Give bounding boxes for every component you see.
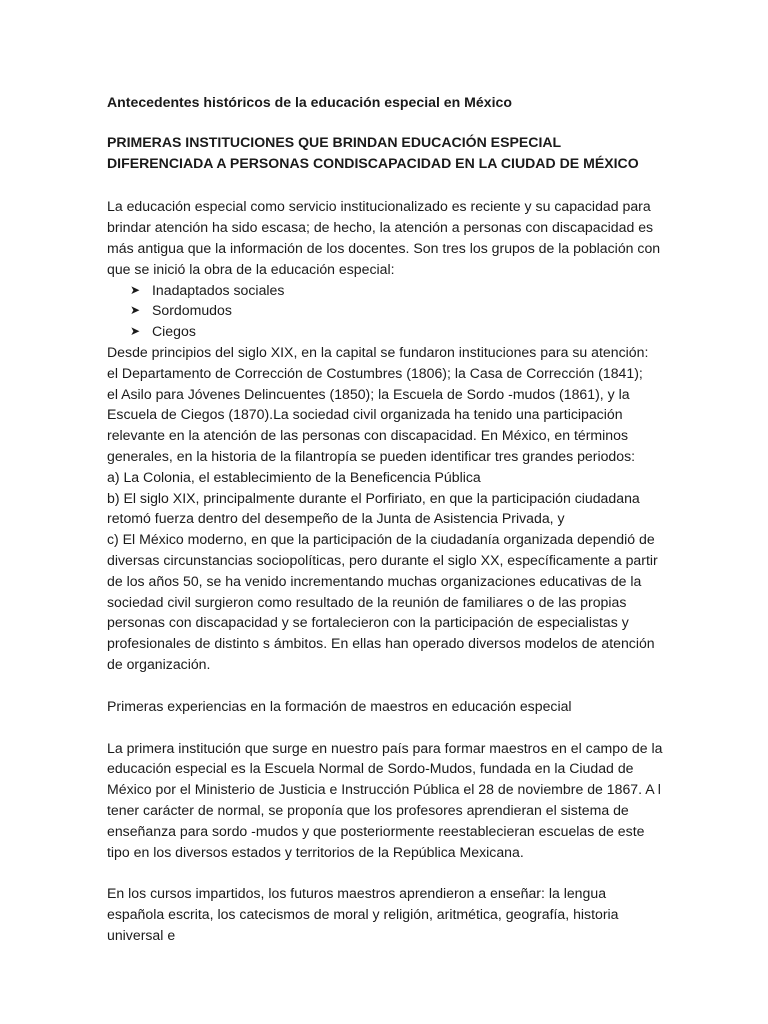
list-item-label: Sordomudos: [152, 302, 232, 319]
document-title: Antecedentes históricos de la educación especial en México: [107, 94, 512, 110]
training-paragraph-1: La primera institución que surge en nuestro país para formar maestros en el campo de la educación especial es la Escuela Normal de Sordo-Mudos, fundada en la Ciudad de México por el Ministerio de Justicia e Instrucción Pública el 28 de noviembre de 1867. A l tener carácter de normal, se proponía que los profesores aprendieran el sistema de enseñanza para sordo -mudos y que posteriormente reestablecieran escuelas de este tipo en los diversos estados y territorios de la República Mexicana.: [107, 739, 663, 860]
arrowhead-bullet-icon: ➤: [130, 324, 141, 339]
arrowhead-bullet-icon: ➤: [130, 303, 141, 318]
list-item: [130, 300, 663, 321]
population-groups-list: [107, 280, 663, 342]
period-c: c) El México moderno, en que la participación de la ciudadanía organizada dependió de diversas circunstancias sociopolíticas, pero durante el siglo XX, específicamente a partir de los años 50, se ha venido incrementando muchas organizaciones educativas de la sociedad civil surgieron como resultado de la reunión de familiares o de las propias personas con discapacidad y se fortalecieron con la participación de especialistas y profesionales de distinto s ámbitos. En ellas han operado diversos modelos de atención de organización.: [107, 531, 658, 672]
list-item: [130, 321, 663, 342]
arrowhead-bullet-icon: ➤: [130, 282, 141, 297]
period-a: a) La Colonia, el establecimiento de la Beneficencia Pública: [107, 468, 481, 485]
section-heading: PRIMERAS INSTITUCIONES QUE BRINDAN EDUCACIÓN ESPECIAL DIFERENCIADA A PERSONAS CONDISCAPACIDAD EN LA CIUDAD DE MÉXICO: [107, 133, 639, 171]
history-paragraph-2: el Asilo para Jóvenes Delincuentes (1850); la Escuela de Sordo -mudos (1861), y la Escuela de Ciegos (1870).La sociedad civil organizada ha tenido una participación relevante en la atención de las personas con discapacidad. En México, en términos generales, en la historia de la filantropía se pueden identificar tres grandes periodos:: [107, 385, 636, 464]
list-item: [130, 280, 663, 301]
list-item-label: Inadaptados sociales: [152, 281, 285, 298]
history-paragraph-1: Desde principios del siglo XIX, en la capital se fundaron instituciones para su atención: el Departamento de Corrección de Costumbres (1806); la Casa de Corrección (1841);: [107, 343, 649, 381]
intro-paragraph: La educación especial como servicio institucionalizado es reciente y su capacidad para brindar atención ha sido escasa; de hecho, la atención a personas con discapacidad es más antigua que la información de los docentes. Son tres los grupos de la población con que se inició la obra de la educación especial:: [107, 198, 661, 277]
list-item-label: Ciegos: [152, 323, 196, 340]
document-page: [107, 92, 663, 946]
subheading: Primeras experiencias en la formación de maestros en educación especial: [107, 697, 572, 714]
period-b: b) El siglo XIX, principalmente durante el Porfiriato, en que la participación ciudadana retomó fuerza dentro del desempeño de la Junta de Asistencia Privada, y: [107, 489, 640, 527]
training-paragraph-2: En los cursos impartidos, los futuros maestros aprendieron a enseñar: la lengua española escrita, los catecismos de moral y religión, aritmética, geografía, historia universal e: [107, 885, 619, 943]
